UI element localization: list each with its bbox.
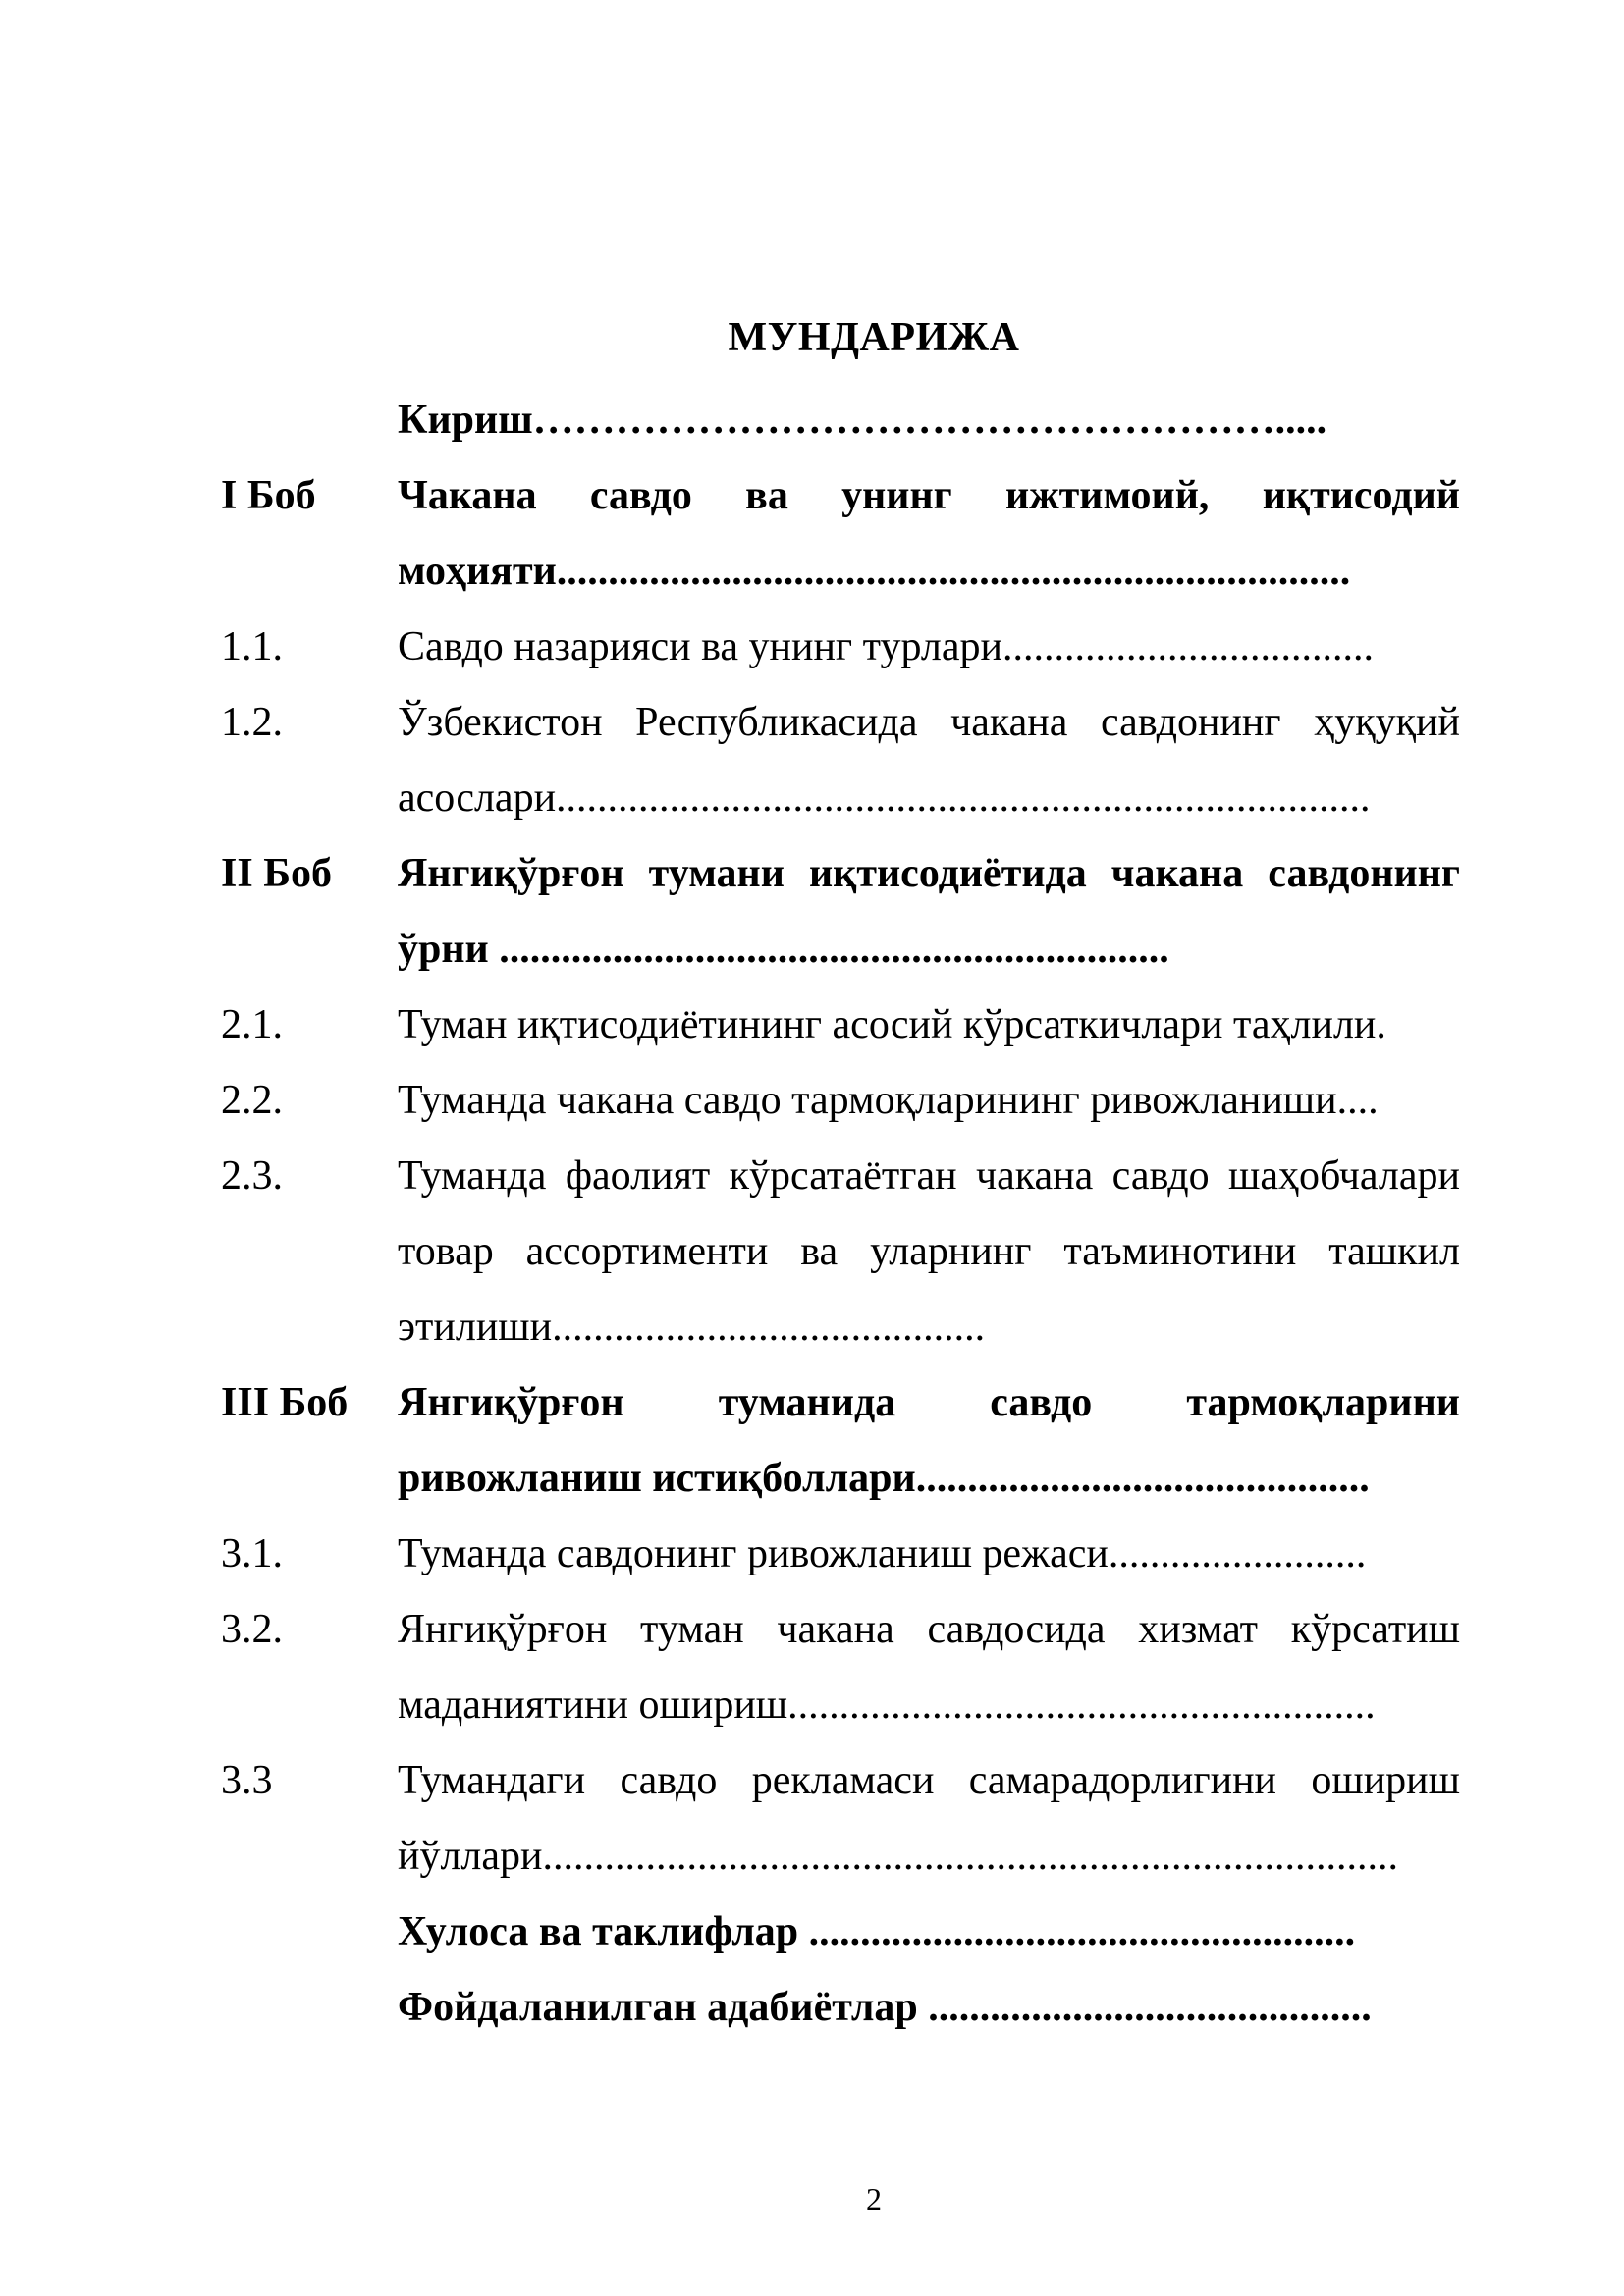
toc-entry-section-1-1	[221, 610, 1460, 685]
page-title: МУНДАРИЖА	[728, 315, 1020, 360]
toc-entry-text: Янгиқўрғон туманида савдо тармоқларини ривожланиш истиқболлари............................................	[398, 1380, 1460, 1501]
toc-entry-section-3-2	[221, 1592, 1460, 1743]
toc-entry-number: 3.3	[221, 1758, 273, 1803]
toc-entry-number: 1.1.	[221, 624, 283, 669]
toc-entry-number: III Боб	[221, 1380, 349, 1425]
toc-entry-references	[221, 1970, 1460, 2046]
toc-entry-text: Янгиқўрғон туман чакана савдосида хизмат кўрсатиш маданиятини ошириш.........................................................	[398, 1607, 1460, 1728]
toc-entry-number	[221, 383, 398, 458]
toc-entry-section-3-3	[221, 1743, 1460, 1895]
toc-entry-number: 2.1.	[221, 1002, 283, 1047]
toc-entry-number	[221, 1970, 398, 2046]
toc-entry-chapter-1	[221, 458, 1460, 610]
toc-entry-section-2-2	[221, 1063, 1460, 1139]
toc-entry-chapter-2	[221, 836, 1460, 988]
toc-entry-number	[221, 1895, 398, 1970]
toc-entry-text: Туман иқтисодиётининг асосий кўрсаткичлари таҳлили.	[398, 1002, 1386, 1047]
toc-entry-text: Туманда савдонинг ривожланиш режаси.........................	[398, 1531, 1367, 1576]
toc-entry-section-1-2	[221, 685, 1460, 836]
page-number: 2	[866, 2181, 882, 2216]
toc-entry-number: 3.1.	[221, 1531, 283, 1576]
toc-entry-number: 1.2.	[221, 700, 283, 745]
toc-entry-section-3-1	[221, 1517, 1460, 1592]
toc-entry-section-2-1	[221, 988, 1460, 1063]
toc-entry-conclusion	[221, 1895, 1460, 1970]
toc-entry-text: Янгиқўрғон тумани иқтисодиётида чакана савдонинг ўрни .................................................................	[398, 851, 1460, 972]
toc-entry-number: I Боб	[221, 473, 316, 518]
toc-entry-text: Савдо назарияси ва унинг турлари....................................	[398, 624, 1374, 669]
toc-entry-introduction	[221, 383, 1460, 458]
toc-entry-number: 3.2.	[221, 1607, 283, 1652]
toc-entry-number: 2.3.	[221, 1153, 283, 1199]
toc-entry-text: Фойдаланилган адабиётлар ...........................................	[398, 1985, 1372, 2030]
table-of-contents	[221, 383, 1460, 2046]
toc-entry-section-2-3	[221, 1139, 1460, 1365]
toc-entry-text: Туманда фаолият кўрсатаётган чакана савдо шаҳобчалари товар ассортименти ва уларнинг таъминотини ташкил этилиши..........................................	[398, 1153, 1460, 1350]
toc-entry-number: 2.2.	[221, 1078, 283, 1123]
toc-entry-text: Чакана савдо ва унинг ижтимоий, иқтисодий моҳияти.............................................................................	[398, 473, 1460, 594]
toc-entry-text: Ўзбекистон Республикасида чакана савдонинг ҳуқуқий асослари...............................................................................	[398, 700, 1460, 821]
toc-entry-text: Хулоса ва таклифлар .....................................................	[398, 1909, 1356, 1954]
toc-entry-number: II Боб	[221, 851, 332, 896]
toc-entry-text: Тумандаги савдо рекламаси самарадорлигини ошириш йўллари...................................................................................	[398, 1758, 1460, 1879]
toc-entry-text: Кириш……………………………………………….....	[398, 398, 1327, 443]
toc-entry-text: Туманда чакана савдо тармоқларининг ривожланиши....	[398, 1078, 1379, 1123]
toc-entry-chapter-3	[221, 1365, 1460, 1517]
